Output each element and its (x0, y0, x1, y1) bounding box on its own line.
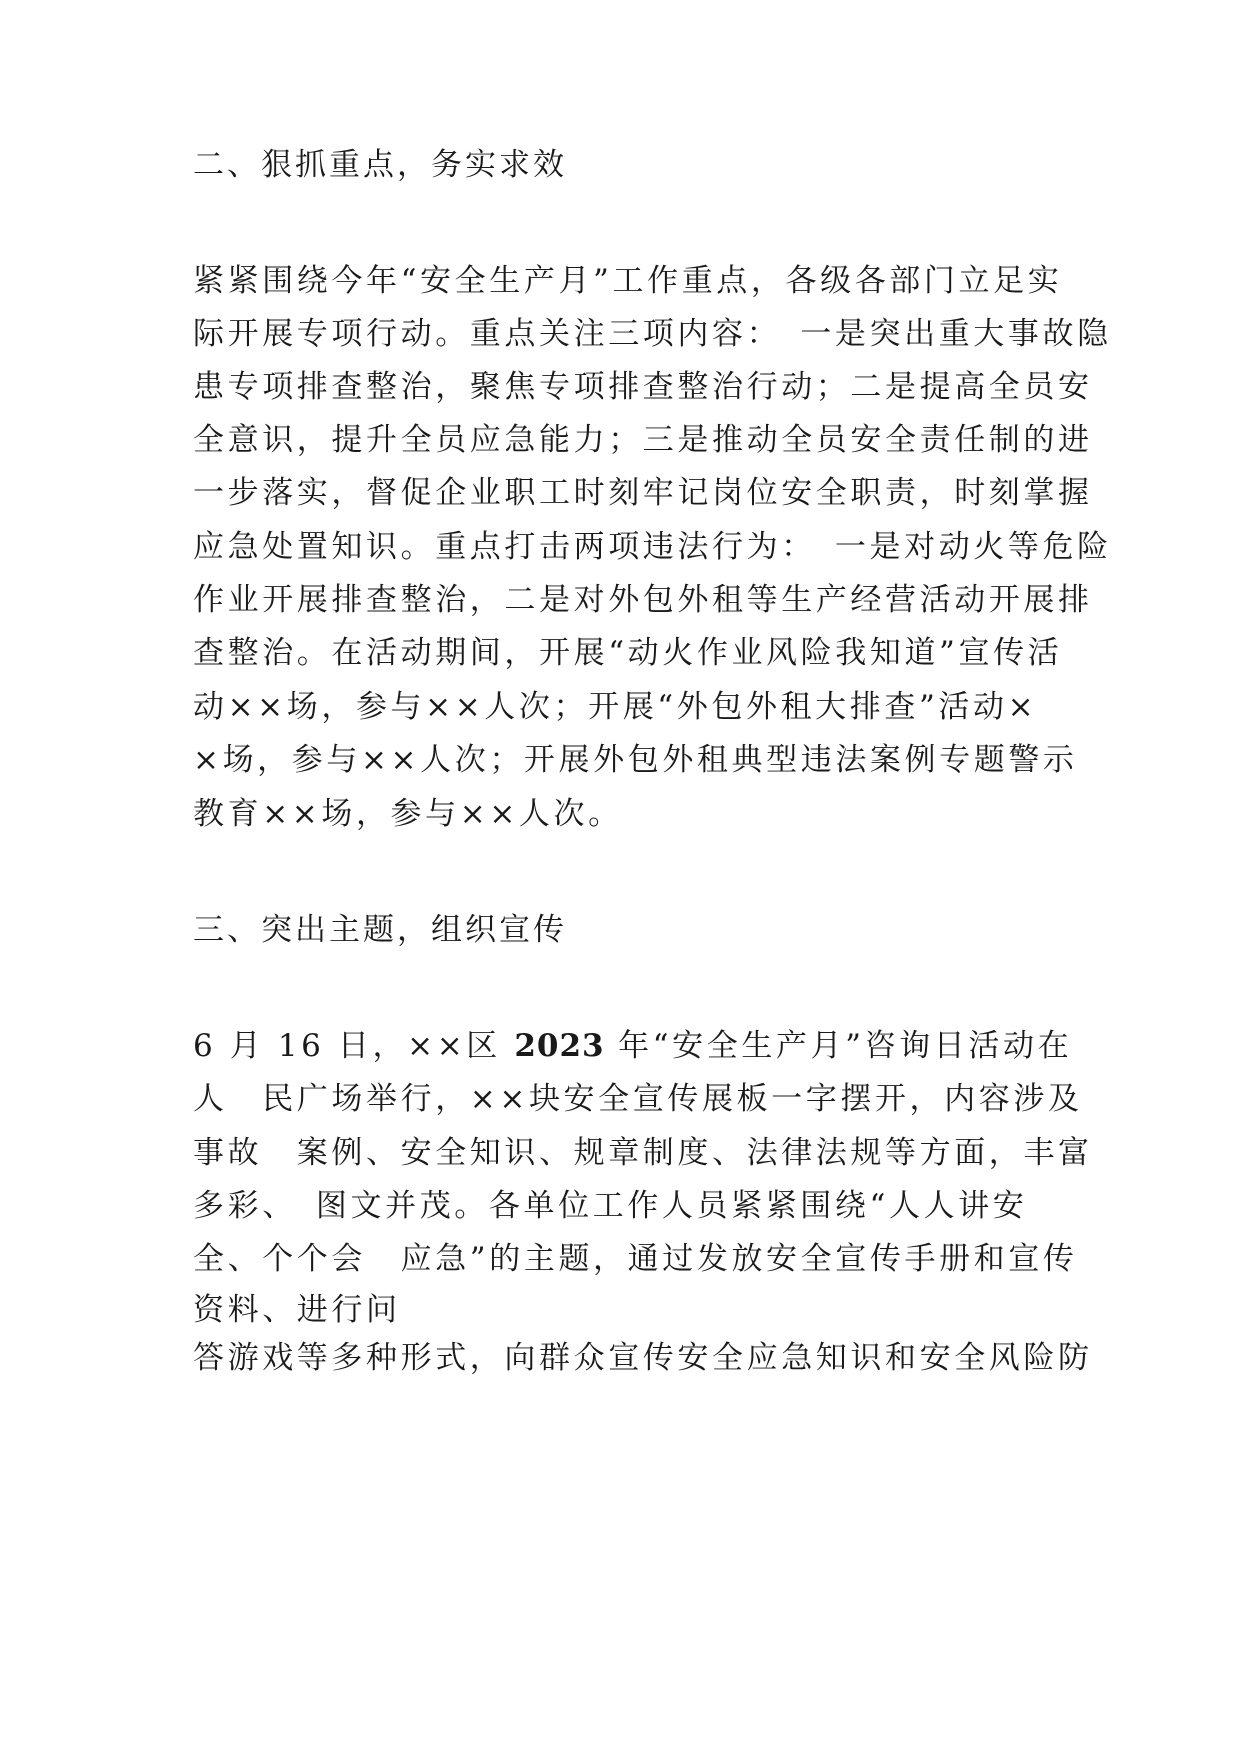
paragraph-line: 全、个个会 应急”的主题，通过发放安全宣传手册和宣传 (193, 1241, 1078, 1277)
paragraph-line: 多彩、 图文并茂。各单位工作人员紧紧围绕“人人讲安 (193, 1188, 1028, 1224)
paragraph-line: 紧紧围绕今年“安全生产月”工作重点，各级各部门立足实 (193, 263, 1063, 299)
paragraph-line: 事故 案例、安全知识、规章制度、法律法规等方面，丰富 (193, 1135, 1093, 1171)
paragraph-line: 应急处置知识。重点打击两项违法行为： 一是对动火等危险 (193, 529, 1112, 565)
section-heading-2: 二、狠抓重点，务实求效 (193, 147, 567, 183)
paragraph-line: 人 民广场举行，××块安全宣传展板一字摆开，内容涉及 (193, 1081, 1083, 1117)
paragraph-line: ×场，参与××人次；开展外包外租典型违法案例专题警示 (193, 742, 1078, 778)
paragraph-line: 全意识，提升全员应急能力；三是推动全员安全责任制的进 (193, 422, 1093, 458)
event-text: 年“安全生产月”咨询日活动在 (604, 1028, 1073, 1064)
paragraph-line: 答游戏等多种形式，向群众宣传安全应急知识和安全风险防 (193, 1340, 1093, 1376)
paragraph-line: 资料、进行问 (193, 1292, 401, 1328)
paragraph-first-line (193, 1026, 1073, 1066)
paragraph-line: 患专项排查整治，聚焦专项排查整治行动；二是提高全员安 (193, 369, 1093, 405)
paragraph-line: 作业开展排查整治，二是对外包外租等生产经营活动开展排 (193, 582, 1093, 618)
section-heading-3: 三、突出主题，组织宣传 (193, 912, 567, 948)
date-text: 6 月 16 日，××区 (193, 1028, 515, 1064)
paragraph-line: 一步落实，督促企业职工时刻牢记岗位安全职责，时刻掌握 (193, 475, 1093, 511)
year-text: 2023 (514, 1028, 605, 1064)
paragraph-line: 教育××场，参与××人次。 (193, 796, 623, 832)
paragraph-line: 动××场，参与××人次；开展“外包外租大排查”活动× (193, 689, 1038, 725)
paragraph-line: 查整治。在活动期间，开展“动火作业风险我知道”宣传活 (193, 635, 1063, 671)
paragraph-line: 际开展专项行动。重点关注三项内容： 一是突出重大事故隐 (193, 316, 1112, 352)
